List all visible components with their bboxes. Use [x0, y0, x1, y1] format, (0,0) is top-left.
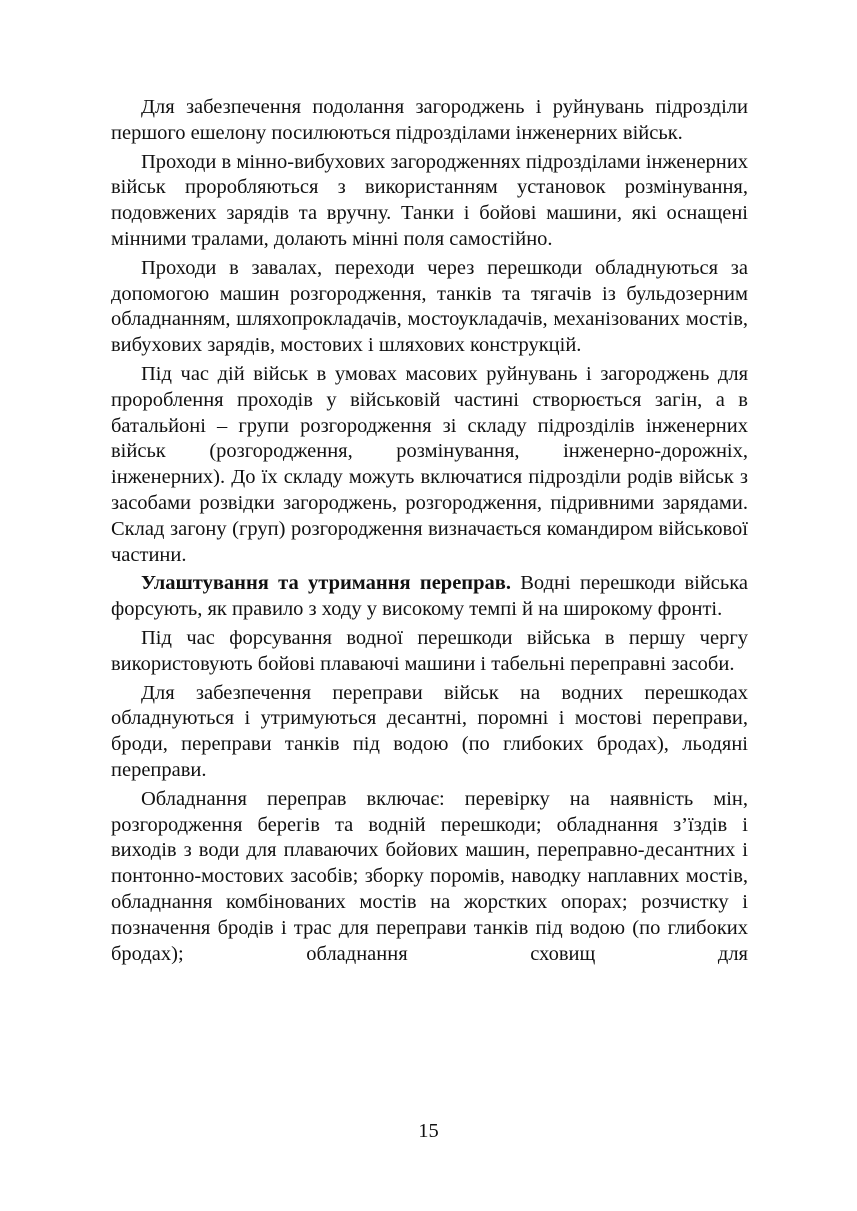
page-number: 15 [418, 1120, 439, 1142]
paragraph-7: Для забезпечення переправи військ на водних перешкодах обладнуються і утримуються десантні, поромні і мостові переправи, броди, переправи танків під водою (по глибоких бродах), льодяні переправи. [111, 681, 748, 781]
body-text [111, 95, 748, 970]
paragraph-4: Під час дій військ в умовах масових руйнувань і загороджень для пророблення проходів у військовій частині створюється загін, а в батальйоні – групи розгородження зі складу підрозділів інженерних військ (розгородження, розмінування, інженерно-дорожніх, інженерних). До їх складу можуть включатися підрозділи родів військ з засобами розвідки загороджень, розгородження, підривними зарядами. Склад загону (груп) розгородження визначається командиром військової частини. [111, 362, 748, 566]
section-heading: Улаштування та утримання переправ. [141, 572, 511, 595]
paragraph-5: Улаштування та утримання переправ. Водні перешкоди війська форсують, як правило з ходу у високому темпі й на широкому фронті. [111, 572, 748, 621]
paragraph-2: Проходи в мінно-вибухових загородженнях підрозділами інженерних військ проробляються з використанням установок розмінування, подовжених зарядів та вручну. Танки і бойові машини, які оснащені мінними тралами, долають мінні поля самостійно. [111, 150, 748, 250]
paragraph-8: Обладнання переправ включає: перевірку на наявність мін, розгородження берегів та водній перешкоди; обладнання з’їздів і виходів з води для плаваючих бойових машин, переправно-десантних і понтонно-мостових засобів; зборку поромів, наводку наплавних мостів, обладнання комбінованих мостів на жорстких опорах; розчистку і позначення бродів і трас для переправи танків під водою (по глибоких бродах); обладнання сховищ для [111, 787, 748, 965]
paragraph-3: Проходи в завалах, переходи через перешкоди обладнуються за допомогою машин розгородження, танків та тягачів із бульдозерним обладнанням, шляхопрокладачів, мостоукладачів, механізованих мостів, вибухових зарядів, мостових і шляхових конструкцій. [111, 256, 748, 357]
paragraph-6: Під час форсування водної перешкоди війська в першу чергу використовують бойові плаваючі машини і табельні переправні засоби. [111, 626, 748, 675]
paragraph-1: Для забезпечення подолання загороджень і руйнувань підрозділи першого ешелону посилюються підрозділами інженерних військ. [111, 96, 748, 144]
